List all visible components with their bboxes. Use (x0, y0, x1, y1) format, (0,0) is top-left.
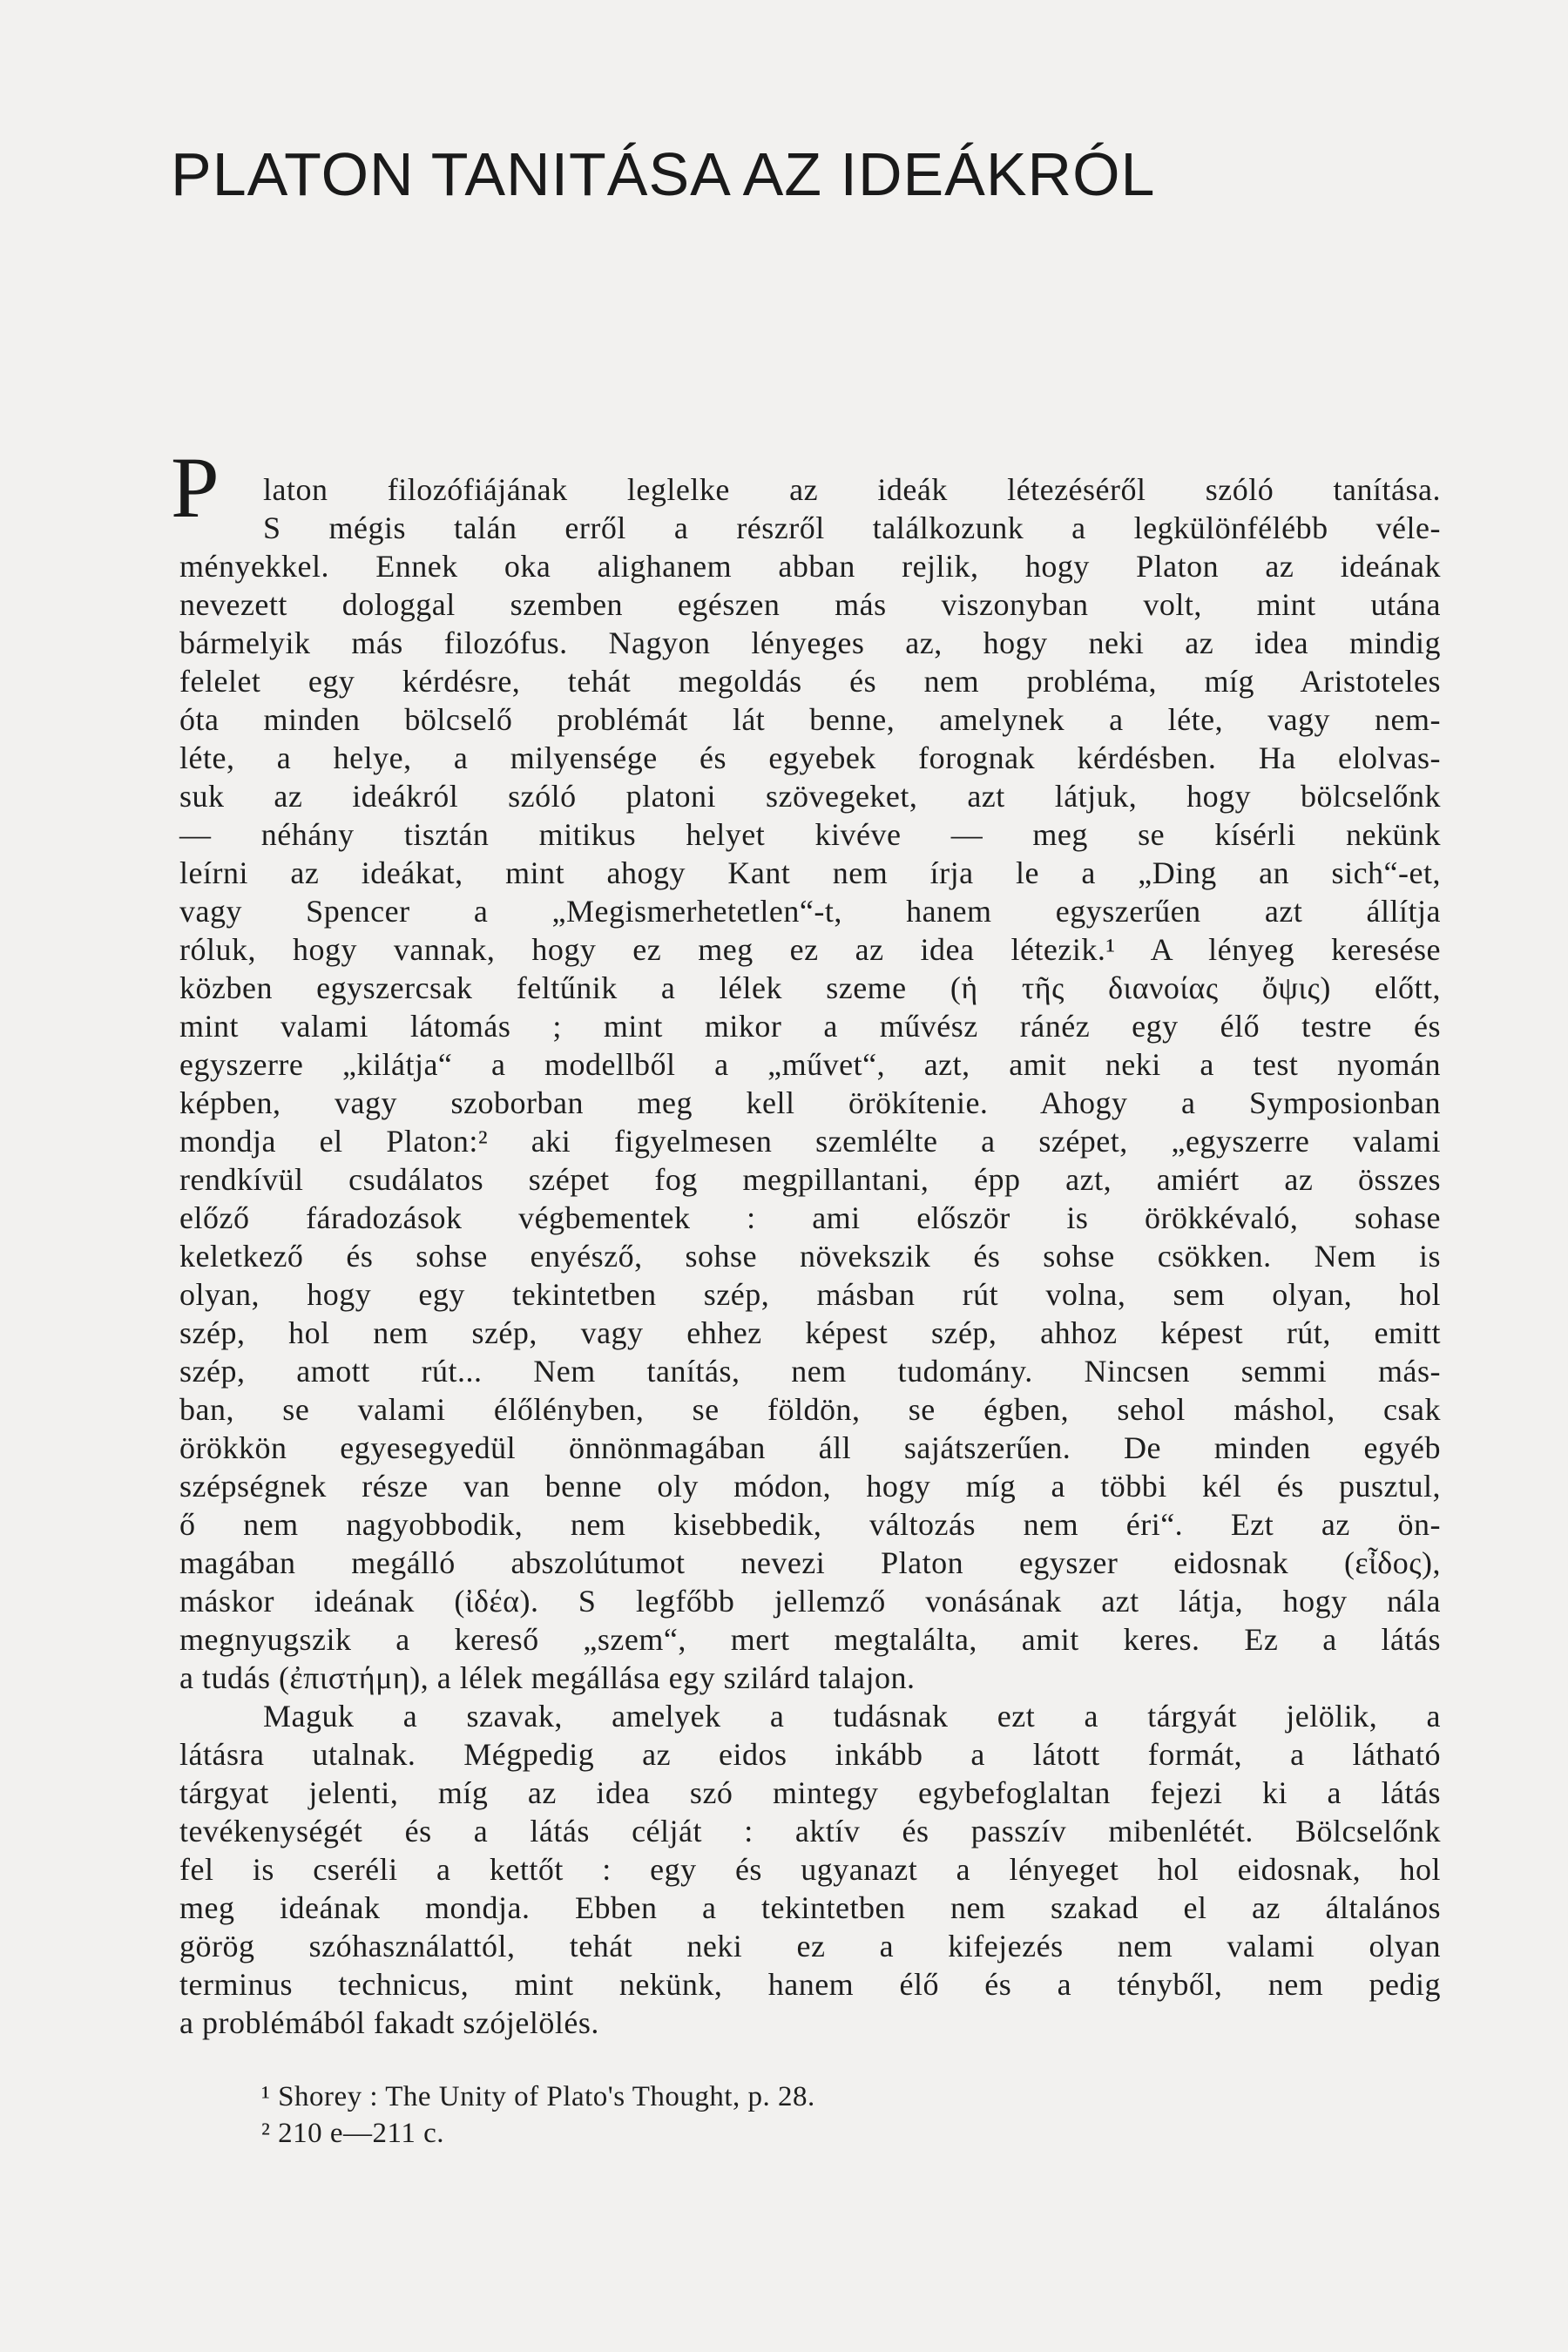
body-text (179, 470, 1441, 2042)
footnote: ² 210 e—211 c. (261, 2118, 444, 2149)
text-line: olyan, hogy egy tekintetben szép, másban rút volna, sem olyan, hol (179, 1277, 1441, 1312)
text-line: tevékenységét és a látás célját : aktív és passzív mibenlétét. Bölcselőnk (179, 1814, 1441, 1848)
text-line: tárgyat jelenti, míg az idea szó mintegy egybefoglaltan fejezi ki a látás (179, 1775, 1441, 1810)
text-line: ő nem nagyobbodik, nem kisebbedik, változás nem éri“. Ezt az ön- (179, 1507, 1441, 1542)
text-line: a problémából fakadt szójelölés. (179, 2005, 599, 2040)
text-line: Maguk a szavak, amelyek a tudásnak ezt a tárgyát jelölik, a (263, 1699, 1441, 1734)
text-line: rendkívül csudálatos szépet fog megpillantani, épp azt, amiért az összes (179, 1162, 1441, 1197)
text-line: magában megálló abszolútumot nevezi Platon egyszer eidosnak (εἶδος), (179, 1545, 1441, 1580)
text-line: előző fáradozások végbementek : ami először is örökkévaló, sohase (179, 1200, 1441, 1235)
text-line: közben egyszercsak feltűnik a lélek szeme (ἡ τῆς διανοίας ὄψις) előtt, (179, 970, 1441, 1005)
text-line: róluk, hogy vannak, hogy ez meg ez az idea létezik.¹ A lényeg keresése (179, 932, 1441, 967)
text-line: bármelyik más filozófus. Nagyon lényeges az, hogy neki az idea mindig (179, 625, 1441, 660)
text-line: fel is cseréli a kettőt : egy és ugyanazt a lényeget hol eidosnak, hol (179, 1852, 1441, 1887)
text-line: meg ideának mondja. Ebben a tekintetben nem szakad el az általános (179, 1890, 1441, 1925)
text-line: — néhány tisztán mitikus helyet kivéve — meg se kísérli nekünk (179, 817, 1441, 852)
text-line: léte, a helye, a milyensége és egyebek forognak kérdésben. Ha elolvas- (179, 740, 1441, 775)
text-line: laton filozófiájának leglelke az ideák létezéséről szóló tanítása. (263, 472, 1441, 507)
text-line: felelet egy kérdésre, tehát megoldás és nem probléma, míg Aristoteles (179, 664, 1441, 699)
text-line: egyszerre „kilátja“ a modellből a „művet“, azt, amit neki a test nyomán (179, 1047, 1441, 1082)
text-line: S mégis talán erről a részről találkozunk a legkülönfélébb véle- (263, 510, 1441, 545)
text-line: mint valami látomás ; mint mikor a művész ránéz egy élő testre és (179, 1009, 1441, 1044)
text-line: suk az ideákról szóló platoni szövegeket, azt látjuk, hogy bölcselőnk (179, 779, 1441, 814)
text-line: mondja el Platon:² aki figyelmesen szemlélte a szépet, „egyszerre valami (179, 1124, 1441, 1159)
text-line: képben, vagy szoborban meg kell örökítenie. Ahogy a Symposionban (179, 1085, 1441, 1120)
text-line: szépségnek része van benne oly módon, hogy míg a többi kél és pusztul, (179, 1469, 1441, 1504)
text-line: leírni az ideákat, mint ahogy Kant nem írja le a „Ding an sich“-et, (179, 855, 1441, 890)
drop-cap: P (171, 439, 220, 536)
text-line: keletkező és sohse enyésző, sohse növekszik és sohse csökken. Nem is (179, 1239, 1441, 1274)
text-line: máskor ideának (ἰδέα). S legfőbb jellemző vonásának azt látja, hogy nála (179, 1584, 1441, 1619)
text-line: megnyugszik a kereső „szem“, mert megtalálta, amit keres. Ez a látás (179, 1622, 1441, 1657)
text-line: óta minden bölcselő problémát lát benne, amelynek a léte, vagy nem- (179, 702, 1441, 737)
text-line: görög szóhasználattól, tehát neki ez a kifejezés nem valami olyan (179, 1929, 1441, 1963)
footnotes (261, 2078, 1394, 2152)
text-line: terminus technicus, mint nekünk, hanem élő és a tényből, nem pedig (179, 1967, 1441, 2002)
text-line: ban, se valami élőlényben, se földön, se égben, sehol máshol, csak (179, 1392, 1441, 1427)
page-title: PLATON TANITÁSA AZ IDEÁKRÓL (171, 140, 1156, 208)
text-line: a tudás (ἐπιστήμη), a lélek megállása egy szilárd talajon. (179, 1660, 916, 1695)
text-line: szép, amott rút... Nem tanítás, nem tudomány. Nincsen semmi más- (179, 1354, 1441, 1389)
text-line: örökkön egyesegyedül önnönmagában áll sajátszerűen. De minden egyéb (179, 1430, 1441, 1465)
text-line: ményekkel. Ennek oka alighanem abban rejlik, hogy Platon az ideának (179, 549, 1441, 584)
text-line: látásra utalnak. Mégpedig az eidos inkább a látott formát, a látható (179, 1737, 1441, 1772)
text-line: szép, hol nem szép, vagy ehhez képest szép, ahhoz képest rút, emitt (179, 1315, 1441, 1350)
footnote: ¹ Shorey : The Unity of Plato's Thought, p. 28. (261, 2081, 815, 2112)
text-line: vagy Spencer a „Megismerhetetlen“-t, hanem egyszerűen azt állítja (179, 894, 1441, 929)
text-line: nevezett dologgal szemben egészen más viszonyban volt, mint utána (179, 587, 1441, 622)
